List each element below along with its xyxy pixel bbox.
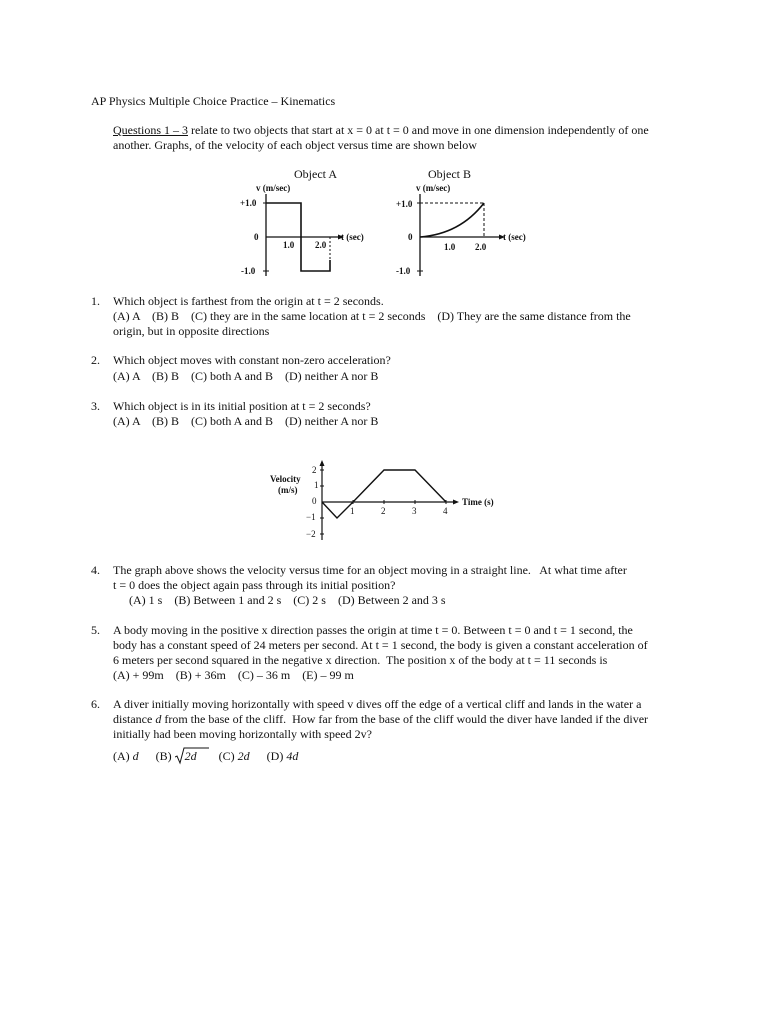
q5-choices: (A) + 99m (B) + 36m (C) – 36 m (E) – 99 m	[113, 668, 354, 682]
q3-number: 3.	[91, 399, 100, 413]
q6-number: 6.	[91, 697, 100, 711]
q6-sqrt-sign	[175, 749, 197, 764]
q6-choice-d-label: (D)	[266, 749, 287, 763]
q6-text-2	[113, 712, 648, 727]
graph-a-title: Object A	[294, 167, 337, 181]
graph-b-xtick-2: 2.0	[475, 242, 487, 252]
q6-choice-b-label: (B)	[155, 749, 175, 763]
q5-number: 5.	[91, 623, 100, 637]
graph-a-xtick-1: 1.0	[283, 240, 295, 250]
q4-choices: (A) 1 s (B) Between 1 and 2 s (C) 2 s (D) Between 2 and 3 s	[129, 593, 446, 607]
q6-choice-c-value: 2d	[237, 749, 250, 763]
q1-choices: (A) A (B) B (C) they are in the same location at t = 2 seconds (D) They are the same distance from the	[113, 309, 631, 323]
sqrt-icon	[175, 747, 209, 765]
graph-c-ytick-2: 2	[312, 465, 317, 475]
q4-text-1: The graph above shows the velocity versus time for an object moving in a straight line. At what time after	[113, 563, 627, 577]
intro-line-2: another. Graphs, of the velocity of each object versus time are shown below	[113, 138, 477, 152]
q6-text-2a: distance	[113, 712, 156, 726]
graph-b-velocity-curve	[420, 203, 484, 237]
graph-b-ylabel: v (m/sec)	[416, 183, 451, 193]
graph-c-xtick-2: 2	[381, 506, 386, 516]
graph-c-ylabel-2: (m/s)	[278, 485, 298, 495]
q1-choices-cont: origin, but in opposite directions	[113, 324, 270, 338]
graph-c-ytick-neg1: −1	[306, 512, 316, 522]
graph-a-ylabel: v (m/sec)	[256, 183, 291, 193]
graph-b-title: Object B	[428, 167, 471, 181]
q4-number: 4.	[91, 563, 100, 577]
graph-a-xlabel: t (sec)	[341, 232, 364, 242]
q6-text-1: A diver initially moving horizontally with speed v dives off the edge of a vertical cliff and lands in the water a	[113, 697, 642, 711]
graph-c-xtick-1: 1	[350, 506, 355, 516]
page-title: AP Physics Multiple Choice Practice – Kinematics	[91, 94, 336, 108]
graph-object-a	[226, 180, 376, 280]
q3-text: Which object is in its initial position at t = 2 seconds?	[113, 399, 371, 413]
graph-object-b	[390, 180, 540, 280]
q6-choice-a-label: (A)	[113, 749, 133, 763]
graph-c-ytick-1: 1	[314, 480, 319, 490]
q6-choices	[113, 749, 298, 764]
q6-text-2b: from the base of the cliff. How far from the base of the cliff would the diver have landed if the diver	[161, 712, 649, 726]
graph-a-xtick-2: 2.0	[315, 240, 327, 250]
graph-c-xtick-3: 3	[412, 506, 417, 516]
graph-c-xlabel: Time (s)	[462, 497, 494, 507]
q6-choice-b-value: 2d	[184, 749, 197, 763]
q6-choice-d-value: 4d	[286, 749, 299, 763]
graph-c-ytick-0: 0	[312, 496, 317, 506]
q2-choices: (A) A (B) B (C) both A and B (D) neither A nor B	[113, 369, 379, 383]
intro-line-1-rest: relate to two objects that start at x = 0 at t = 0 and move in one dimension independently of one	[188, 123, 649, 137]
graph-b-xlabel: t (sec)	[503, 232, 526, 242]
graph-c-ytick-neg2: −2	[306, 529, 316, 539]
graph-a-tick-zero: 0	[254, 232, 259, 242]
q5-text-3: 6 meters per second squared in the negative x direction. The position x of the body at t = 11 seconds is	[113, 653, 608, 667]
q3-choices: (A) A (B) B (C) both A and B (D) neither A nor B	[113, 414, 379, 428]
q5-text-1: A body moving in the positive x direction passes the origin at time t = 0. Between t = 0 and t = 1 second, the	[113, 623, 633, 637]
graph-b-tick-top: +1.0	[396, 199, 413, 209]
q4-text-2: t = 0 does the object again pass through its initial position?	[113, 578, 396, 592]
q1-number: 1.	[91, 294, 100, 308]
q6-text-3: initially had been moving horizontally with speed 2v?	[113, 727, 372, 741]
graph-b-tick-bottom: -1.0	[396, 266, 411, 276]
graph-b-xtick-1: 1.0	[444, 242, 456, 252]
graph-a-tick-bottom: -1.0	[241, 266, 256, 276]
q5-text-2: body has a constant speed of 24 meters per second. At t = 1 second, the body is given a constant acceleration of	[113, 638, 648, 652]
graph-b-tick-zero: 0	[408, 232, 413, 242]
questions-ref: Questions 1 – 3	[113, 123, 188, 137]
q6-variable-d: d	[155, 712, 162, 726]
graph-velocity-time	[264, 440, 504, 550]
q2-number: 2.	[91, 353, 100, 367]
graph-a-tick-top: +1.0	[240, 198, 257, 208]
q1-text: Which object is farthest from the origin at t = 2 seconds.	[113, 294, 384, 308]
intro-line-1	[113, 123, 649, 138]
graph-c-xtick-4: 4	[443, 506, 448, 516]
graph-c-ylabel-1: Velocity	[270, 474, 301, 484]
q6-choice-a-value: d	[132, 749, 139, 763]
q6-choice-c-label: (C)	[218, 749, 238, 763]
q2-text: Which object moves with constant non-zero acceleration?	[113, 353, 391, 367]
